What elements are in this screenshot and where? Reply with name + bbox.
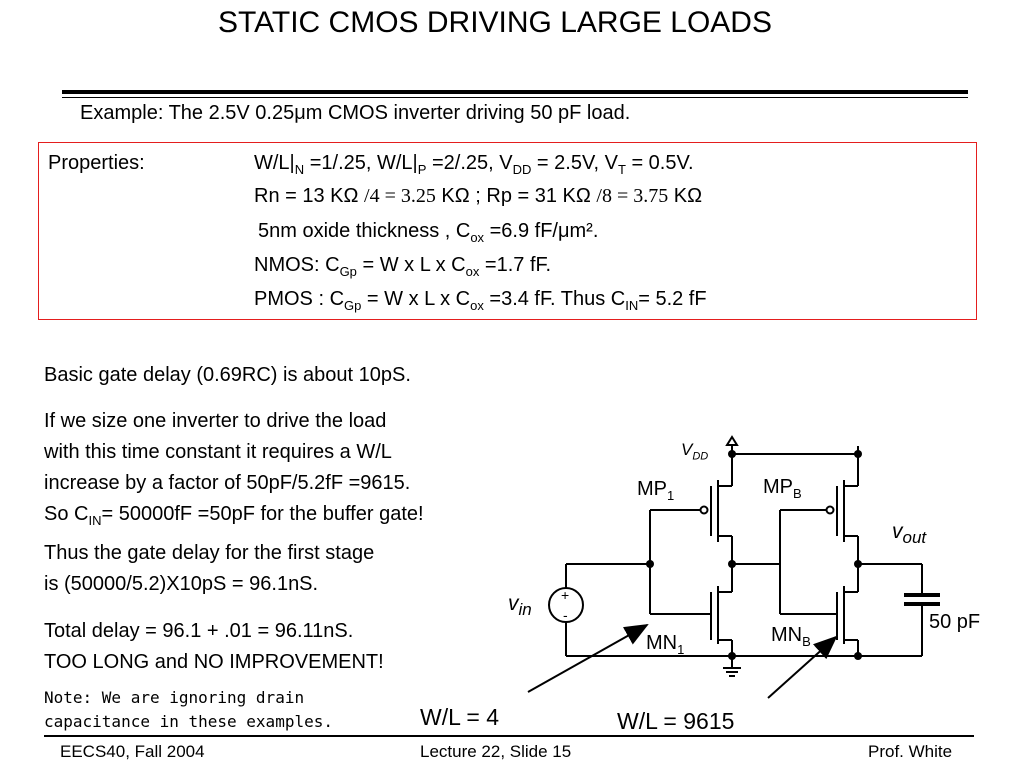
vin-label: $v_{in}$ <box>508 592 532 620</box>
prop-line-5: PMOS : $C_{Gp} = W$ x L x $C_{ox} =3.4$ fF. Thus $C_{IN}= 5.2$ fF <box>254 288 707 313</box>
first-stage-paragraph: Thus the gate delay for the first stage is (50000/5.2)X10pS = 96.1nS. <box>44 542 375 595</box>
footer-slide-number: Lecture 22, Slide 15 <box>420 742 572 761</box>
wl-4-label: W/L = 4 <box>420 704 500 730</box>
wl4-pointer-arrow <box>528 625 647 692</box>
node-dot <box>854 652 862 660</box>
mpb-bubble <box>827 507 834 514</box>
mpb-label: $MP_B$ <box>763 476 802 501</box>
sizing-paragraph: If we size one inverter to drive the load with this time constant it requires a W/L increase by a factor of 50pF/5.2fF =9615. So $C_{IN}= 50000fF =50pF$ for the buffer gate! <box>44 410 424 528</box>
drain-capacitance-note: Note: We are ignoring drain capacitance in these examples. <box>44 688 333 731</box>
node-dot <box>854 450 862 458</box>
node-dot <box>646 560 654 568</box>
total-delay-paragraph: Total delay = 96.1 + .01 = 96.11nS. TOO LONG and NO IMPROVEMENT! <box>44 620 384 673</box>
vout-label: $v_{out}$ <box>892 520 927 548</box>
vdd-label: $V_{DD}$ <box>681 440 709 463</box>
node-dot <box>728 450 736 458</box>
node-dot <box>728 560 736 568</box>
vdd-arrow-icon <box>727 437 737 445</box>
capacitor-value-label: 50 pF <box>929 611 981 633</box>
example-line: Example: The 2.5V 0.25μm CMOS inverter driving 50 pF load. <box>80 102 631 124</box>
mp1-bubble <box>701 507 708 514</box>
gate-delay-text: Basic gate delay (0.69RC) is about 10pS. <box>44 364 411 386</box>
wl-9615-label: W/L = 9615 <box>617 708 735 734</box>
node-dot <box>854 560 862 568</box>
mp1-label: $MP_1$ <box>637 478 675 503</box>
prop-line-4: NMOS: $C_{Gp} = W$ x L x $C_{ox} =1.7$ fF. <box>254 254 552 279</box>
footer-rule <box>44 735 974 737</box>
source-plus-label: + <box>561 587 570 603</box>
prop-line-2: Rn = 13 KΩ /4 = 3.25 KΩ ; Rp = 31 KΩ /8 = 3.75 KΩ <box>254 185 703 207</box>
mn1-label: $MN_1$ <box>646 632 685 657</box>
node-dot <box>728 652 736 660</box>
properties-label: Properties: <box>48 152 145 174</box>
source-minus-label: - <box>563 607 568 623</box>
footer-author: Prof. White <box>868 742 953 761</box>
prop-line-1: $W/L|_N =1/.25$, $W/L|_P =2/.25$, $V_{DD} = 2.5V$, $V_T = 0.5V$. <box>254 152 694 177</box>
prop-line-3: 5nm oxide thickness , $C_{ox} =6.9$ fF/μm². <box>258 220 599 245</box>
footer-course: EECS40, Fall 2004 <box>60 742 205 761</box>
mnb-label: $MN_B$ <box>771 624 811 649</box>
slide-title: STATIC CMOS DRIVING LARGE LOADS <box>218 6 772 39</box>
